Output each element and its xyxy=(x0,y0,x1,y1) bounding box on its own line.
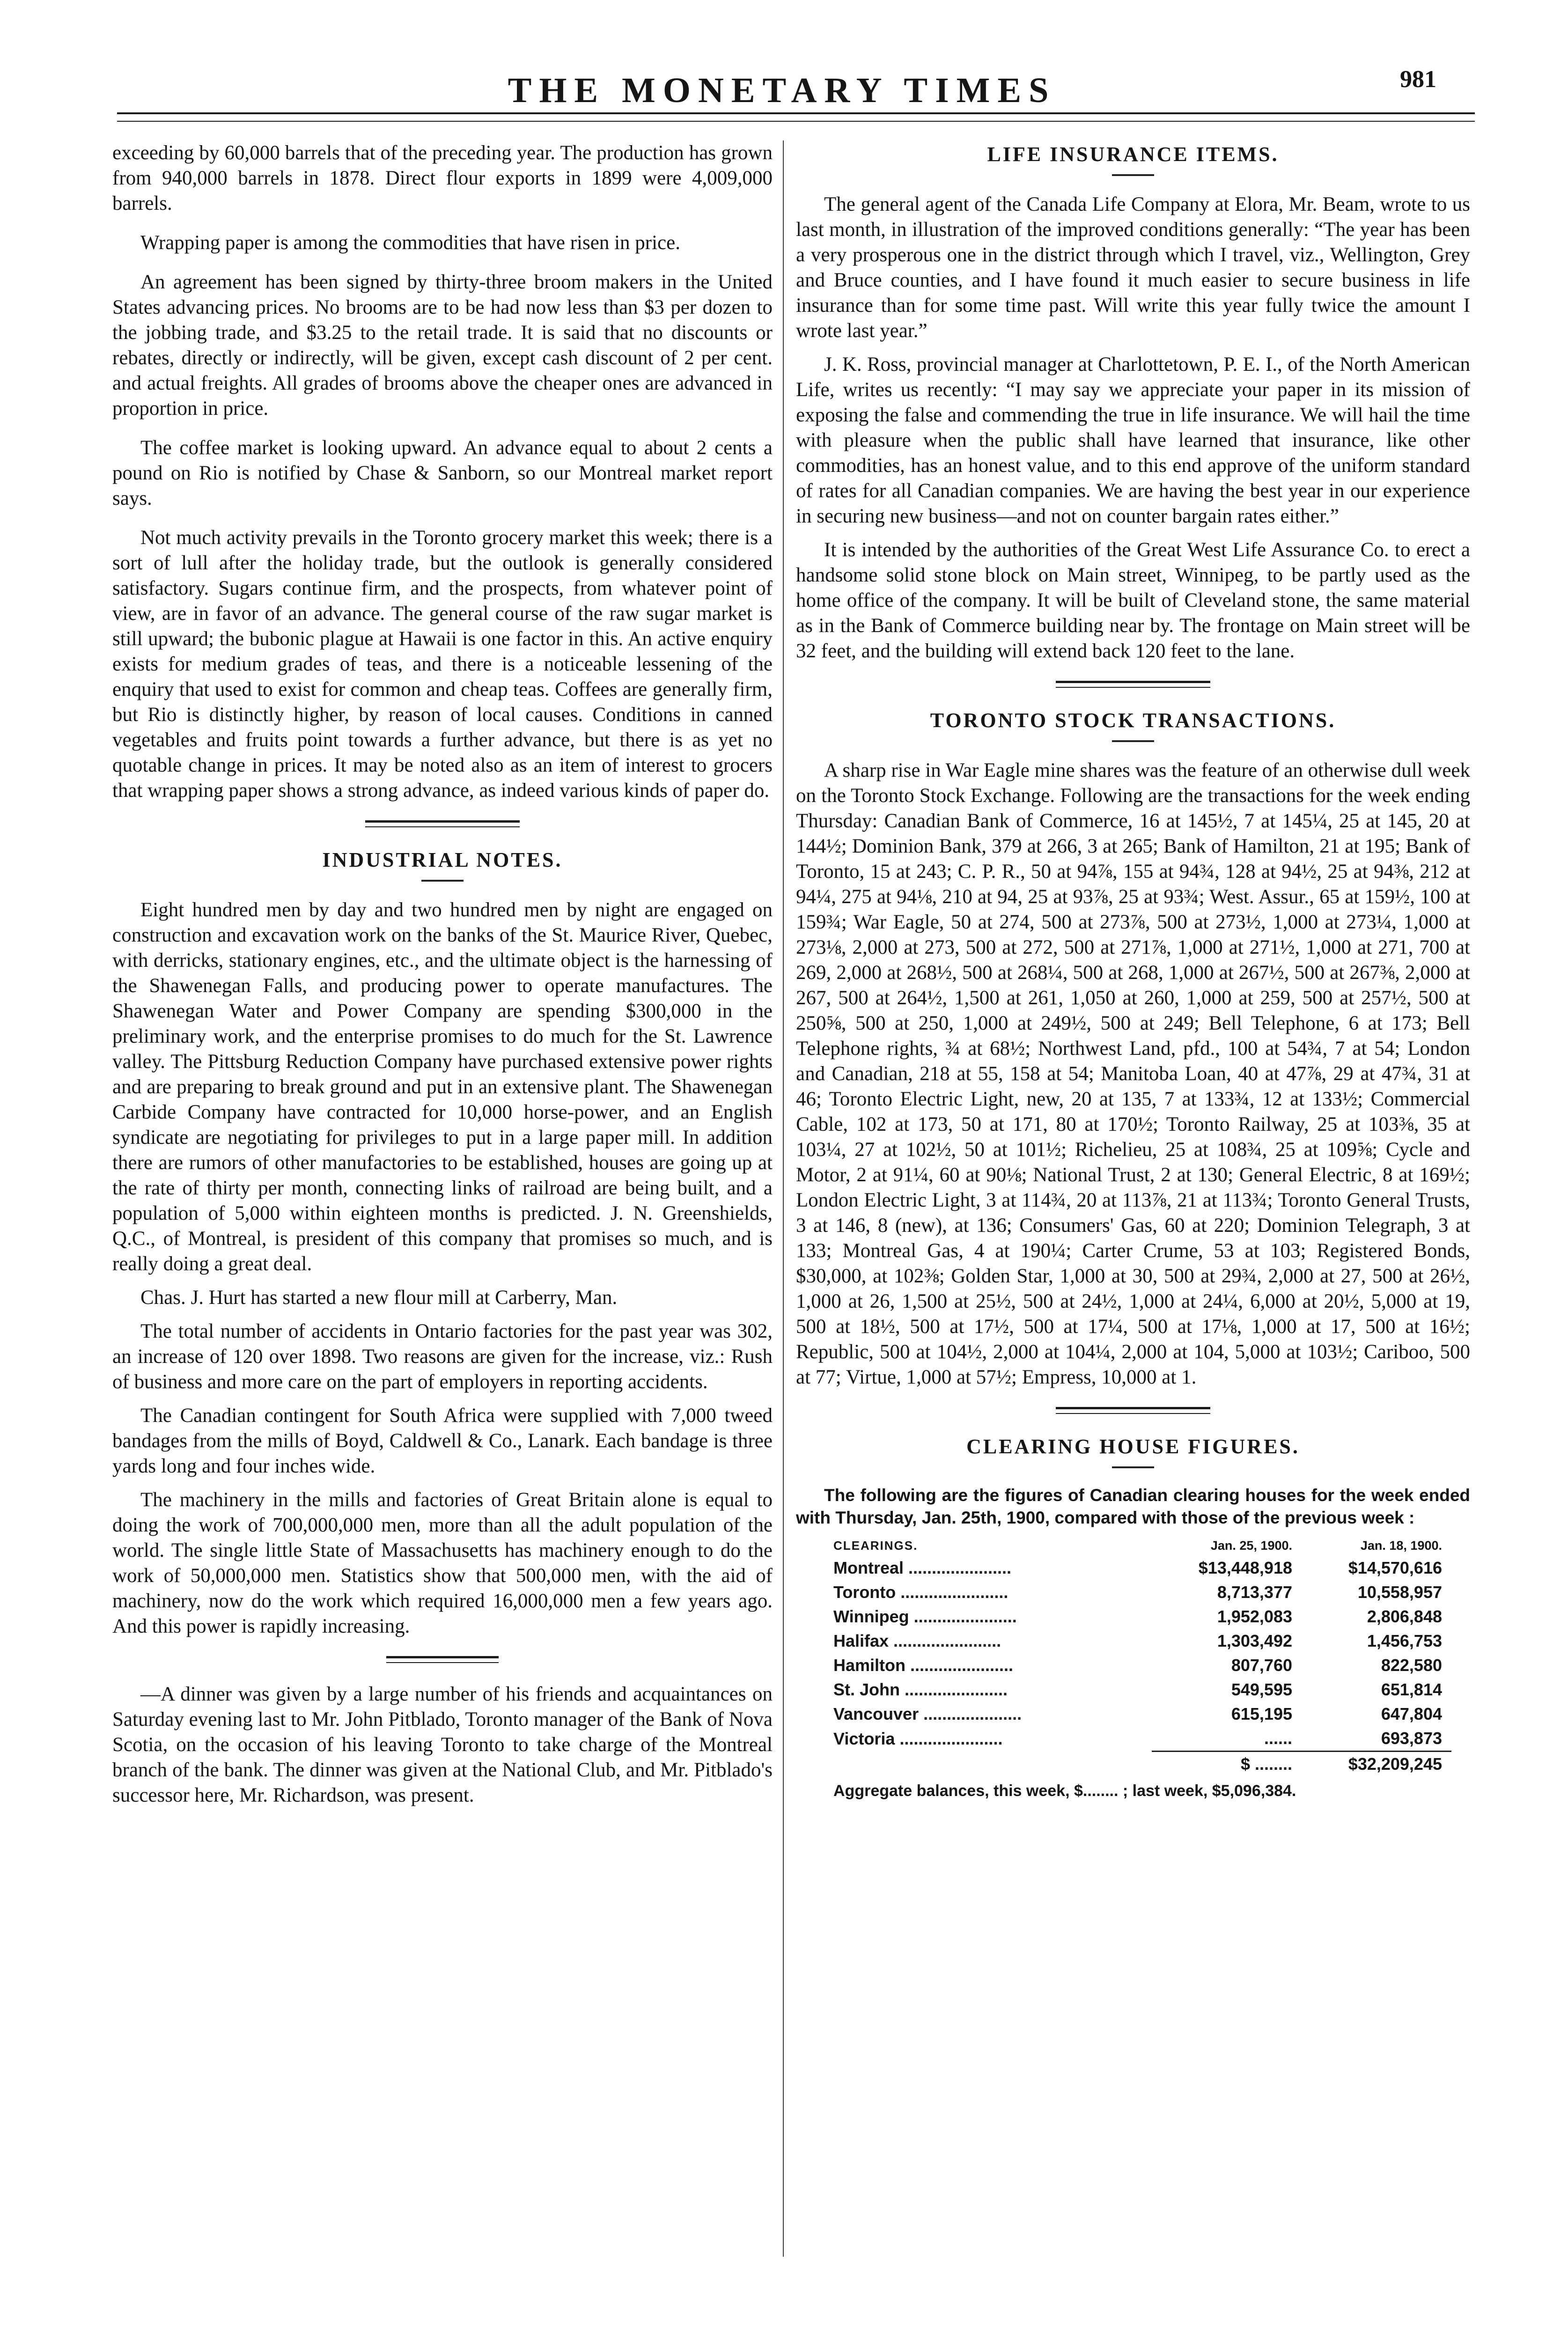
table-cell-city: Halifax ....................... xyxy=(833,1631,1001,1650)
page-number: 981 xyxy=(1400,66,1436,93)
table-cell-last-week: 1,456,753 xyxy=(1367,1631,1442,1650)
dinner-paragraph: —A dinner was given by a large number of his friends and acquaintances on Saturday evening last to Mr. John Pitblado, Toronto manager of the Bank of Nova Scotia, on the occasion of his leaving Toronto to take charge of the Montreal branch of the bank. The dinner was given at the National Club, and Mr. Pitblado's successor here, Mr. Richardson, was present. xyxy=(112,1683,773,1806)
table-row xyxy=(796,1580,1451,1605)
table-cell-city: Vancouver ..................... xyxy=(833,1704,1022,1723)
table-cell-city: Montreal ...................... xyxy=(833,1558,1012,1577)
table-cell-city: Hamilton ...................... xyxy=(833,1656,1014,1675)
article-paragraph: It is intended by the authorities of the Great West Life Assurance Co. to erect a handsome solid stone block on Main street, Winnipeg, to be partly used as the home office of the company. It will be built of Cleveland stone, the same material as in the Bank of Commerce building near by. The frontage on Main street will be 32 feet, and the building will extend back 120 feet to the lane. xyxy=(796,539,1470,662)
article-paragraph: The general agent of the Canada Life Company at Elora, Mr. Beam, wrote to us last month, in illustration of the improved conditions generally: “The year has been a very prosperous one in the district through which I travel, viz., Wellington, Grey and Bruce counties, and I have found it much easier to secure business in life insurance than for some time past. Will write this year fully twice the amount I wrote last year.” xyxy=(796,193,1470,342)
table-cell-last-week: 651,814 xyxy=(1381,1680,1442,1699)
total-this-week: $ ........ xyxy=(1152,1752,1292,1777)
right-column xyxy=(796,140,1470,1800)
heading-dash xyxy=(1112,1466,1154,1468)
table-cell-last-week: 693,873 xyxy=(1381,1729,1442,1748)
section-separator xyxy=(1056,681,1210,688)
total-last-week: $32,209,245 xyxy=(1292,1752,1451,1777)
table-total-row xyxy=(796,1752,1451,1777)
column-divider xyxy=(783,140,784,2257)
table-cell-this-week: 1,952,083 xyxy=(1217,1607,1292,1626)
table-row xyxy=(796,1653,1451,1678)
table-cell-city: Victoria ...................... xyxy=(833,1729,1003,1748)
aggregate-balances: Aggregate balances, this week, $........ ; last week, $5,096,384. xyxy=(833,1782,1296,1800)
column-header: CLEARINGS. xyxy=(833,1539,918,1553)
clearing-intro: The following are the figures of Canadian clearing houses for the week ended with Thursday, Jan. 25th, 1900, compared with those of the previous week : xyxy=(796,1486,1470,1527)
table-cell-this-week: 8,713,377 xyxy=(1217,1583,1292,1602)
heading-dash xyxy=(1112,740,1154,742)
article-paragraph: An agreement has been signed by thirty-three broom makers in the United States advancing prices. No brooms are to be had now less than $3 per dozen to the jobbing trade, and $3.25 to the retail trade. It is said that no discounts or rebates, directly or indirectly, will be given, except cash discount of 2 per cent. and actual freights. All grades of brooms above the cheaper ones are advanced in proportion in price. xyxy=(112,271,773,420)
column-header: Jan. 25, 1900. xyxy=(1210,1539,1292,1553)
article-paragraph: The Canadian contingent for South Africa were supplied with 7,000 tweed bandages from the mills of Boyd, Caldwell & Co., Lanark. Each bandage is three yards long and four inches wide. xyxy=(112,1405,773,1477)
column-header: Jan. 18, 1900. xyxy=(1360,1539,1442,1553)
life-insurance-heading: LIFE INSURANCE ITEMS. xyxy=(987,143,1279,166)
table-cell-city: Winnipeg ...................... xyxy=(833,1607,1017,1626)
stock-transactions-heading: TORONTO STOCK TRANSACTIONS. xyxy=(930,709,1336,732)
table-cell-this-week: 1,303,492 xyxy=(1217,1631,1292,1650)
table-cell-this-week: $13,448,918 xyxy=(1198,1558,1292,1577)
table-row xyxy=(796,1678,1451,1702)
table-cell-last-week: 822,580 xyxy=(1381,1656,1442,1675)
clearing-house-heading: CLEARING HOUSE FIGURES. xyxy=(966,1435,1300,1458)
clearing-table xyxy=(796,1536,1451,1776)
table-cell-last-week: 647,804 xyxy=(1381,1704,1442,1723)
table-cell-last-week: $14,570,616 xyxy=(1348,1558,1442,1577)
article-paragraph: The machinery in the mills and factories of Great Britain alone is equal to doing the work of 700,000,000 men, more than all the adult population of the world. The single little State of Massachusetts has machinery enough to do the work of 50,000,000 men. Statistics show that 500,000 men, with the aid of machinery, now do the work which required 16,000,000 men a few years ago. And this power is rapidly increasing. xyxy=(112,1489,773,1637)
table-cell-last-week: 2,806,848 xyxy=(1367,1607,1442,1626)
header-rule-thin xyxy=(117,121,1475,122)
section-separator xyxy=(386,1656,499,1663)
heading-dash xyxy=(1112,174,1154,176)
table-cell-this-week: 549,595 xyxy=(1231,1680,1292,1699)
article-paragraph: Not much activity prevails in the Toronto grocery market this week; there is a sort of lull after the holiday trade, but the outlook is generally considered satisfactory. Sugars continue firm, and the prospects, from whatever point of view, are in favor of an advance. The general course of the raw sugar market is still upward; the bubonic plague at Hawaii is one factor in this. An active enquiry exists for medium grades of teas, and there is a noticeable lessening of the enquiry that used to exist for common and cheap teas. Coffees are generally firm, but Rio is distinctly higher, by reason of local causes. Conditions in canned vegetables and fruits point towards a further advance, but there is as yet no quotable change in prices. It may be noted also as an item of interest to grocers that wrapping paper shows a strong advance, as indeed various kinds of paper do. xyxy=(112,527,773,802)
table-row xyxy=(796,1726,1451,1752)
article-paragraph: The coffee market is looking upward. An advance equal to about 2 cents a pound on Rio is notified by Chase & Sanborn, so our Montreal market report says. xyxy=(112,437,773,509)
article-paragraph: Wrapping paper is among the commodities that have risen in price. xyxy=(140,232,680,254)
table-header-row xyxy=(796,1536,1451,1556)
article-paragraph: The total number of accidents in Ontario factories for the past year was 302, an increase of 120 over 1898. Two reasons are given for the increase, viz.: Rush of business and more care on the part of employers in reporting accidents. xyxy=(112,1320,773,1393)
heading-dash xyxy=(421,880,464,882)
article-paragraph: J. K. Ross, provincial manager at Charlottetown, P. E. I., of the North American Life, writes us recently: “I may say we appreciate your paper in its mission of exposing the false and commending the true in life insurance. We will hail the time with pleasure when the public shall have learned that insurance, like other commodities, has an honest value, and to this end approve of the uniform standard of rates for all Canadian companies. We are having the best year in our experience in securing new business—and not on counter bargain rates either.” xyxy=(796,353,1470,527)
section-separator xyxy=(1056,1407,1210,1414)
table-row xyxy=(796,1702,1451,1726)
clearing-table-body xyxy=(796,1556,1451,1752)
section-separator xyxy=(365,820,520,827)
table-cell-city: St. John ...................... xyxy=(833,1680,1008,1699)
table-cell-this-week: ...... xyxy=(1264,1729,1292,1748)
table-cell-city: Toronto ....................... xyxy=(833,1583,1009,1602)
table-row xyxy=(796,1605,1451,1629)
masthead-title: THE MONETARY TIMES xyxy=(508,71,1056,110)
article-paragraph: Chas. J. Hurt has started a new flour mill at Carberry, Man. xyxy=(140,1287,618,1309)
table-row xyxy=(796,1556,1451,1580)
table-cell-this-week: 807,760 xyxy=(1231,1656,1292,1675)
article-paragraph: Eight hundred men by day and two hundred men by night are engaged on construction and excavation work on the banks of the St. Maurice River, Quebec, with derricks, stationary engines, etc., and the ultimate object is the harnessing of the Shawenegan Falls, and producing power to operate manufactures. The Shawenegan Water and Power Company are spending $300,000 in the preliminary work, and the enterprise promises to do much for the St. Lawrence valley. The Pittsburg Reduction Company have purchased extensive power rights and are preparing to break ground and put in an extensive plant. The Shawenegan Carbide Company have contracted for 10,000 horse-power, and an English syndicate are negotiating for privileges to put in a large paper mill. In addition there are rumors of other manufactories to be established, houses are going up at the rate of thirty per month, connecting links of railroad are being built, and a population of 5,000 within eighteen months is predicted. J. N. Greenshields, Q.C., of Montreal, is president of this company that promises so much, and is really doing a great deal. xyxy=(112,899,773,1275)
table-row xyxy=(796,1629,1451,1653)
table-cell-this-week: 615,195 xyxy=(1231,1704,1292,1723)
industrial-notes-heading: INDUSTRIAL NOTES. xyxy=(322,848,563,871)
article-paragraph: exceeding by 60,000 barrels that of the preceding year. The production has grown from 940,000 barrels in 1878. Direct flour exports in 1899 were 4,009,000 barrels. xyxy=(112,142,773,214)
header-rule xyxy=(117,112,1475,114)
table-cell-last-week: 10,558,957 xyxy=(1357,1583,1442,1602)
stock-paragraph: A sharp rise in War Eagle mine shares was the feature of an otherwise dull week on the Toronto Stock Exchange. Following are the transactions for the week ending Thursday: Canadian Bank of Commerce, 16 at 145½, 7 at 145¼, 25 at 145, 20 at 144½; Dominion Bank, 379 at 266, 3 at 265; Bank of Hamilton, 21 at 195; Bank of Toronto, 15 at 243; C. P. R., 50 at 94⅞, 155 at 94¾, 128 at 94½, 25 at 94⅜, 212 at 94¼, 275 at 94⅛, 210 at 94, 25 at 93⅞, 25 at 93¾; West. Assur., 65 at 159½, 100 at 159¾; War Eagle, 50 at 274, 500 at 273⅞, 500 at 273½, 1,000 at 273¼, 1,000 at 273⅛, 2,000 at 273, 500 at 272, 500 at 271⅞, 1,000 at 271½, 1,000 at 271, 700 at 269, 2,000 at 268½, 500 at 268¼, 500 at 268, 1,000 at 267½, 500 at 267⅜, 2,000 at 267, 500 at 264½, 1,500 at 261, 1,050 at 260, 1,000 at 259, 500 at 257½, 500 at 250⅝, 500 at 250, 1,000 at 249½, 500 at 249; Bell Telephone, 6 at 173; Bell Telephone rights, ¾ at 68½; Northwest Land, pfd., 100 at 54¾, 7 at 54; London and Canadian, 218 at 55, 158 at 54; Manitoba Loan, 40 at 47⅞, 29 at 47¾, 31 at 46; Toronto Electric Light, new, 20 at 135, 7 at 133¾, 12 at 133½; Commercial Cable, 102 at 173, 50 at 171, 80 at 170½; Toronto Railway, 25 at 103⅜, 35 at 103¼, 27 at 102½, 50 at 101½; Richelieu, 25 at 108¾, 25 at 109⅝; Cycle and Motor, 2 at 91¼, 60 at 90⅛; National Trust, 2 at 130; General Electric, 8 at 169½; London Electric Light, 3 at 114¾, 20 at 113⅞, 21 at 113¾; Toronto General Trusts, 3 at 146, 8 (new), at 136; Consumers' Gas, 60 at 220; Dominion Telegraph, 3 at 133; Montreal Gas, 4 at 190¼; Carter Crume, 53 at 103; Registered Bonds, $30,000, at 102⅜; Golden Star, 1,000 at 30, 500 at 29¾, 2,000 at 27, 500 at 26½, 1,000 at 26, 1,500 at 25½, 500 at 24½, 1,000 at 24¼, 6,000 at 20½, 5,000 at 19, 500 at 18½, 500 at 17½, 500 at 17¼, 500 at 17⅛, 1,000 at 17, 500 at 16½; Republic, 500 at 104½, 2,000 at 104¼, 2,000 at 104, 5,000 at 103½; Cariboo, 500 at 77; Virtue, 1,000 at 57½; Empress, 10,000 at 1. xyxy=(796,759,1470,1388)
left-column xyxy=(112,140,773,1808)
